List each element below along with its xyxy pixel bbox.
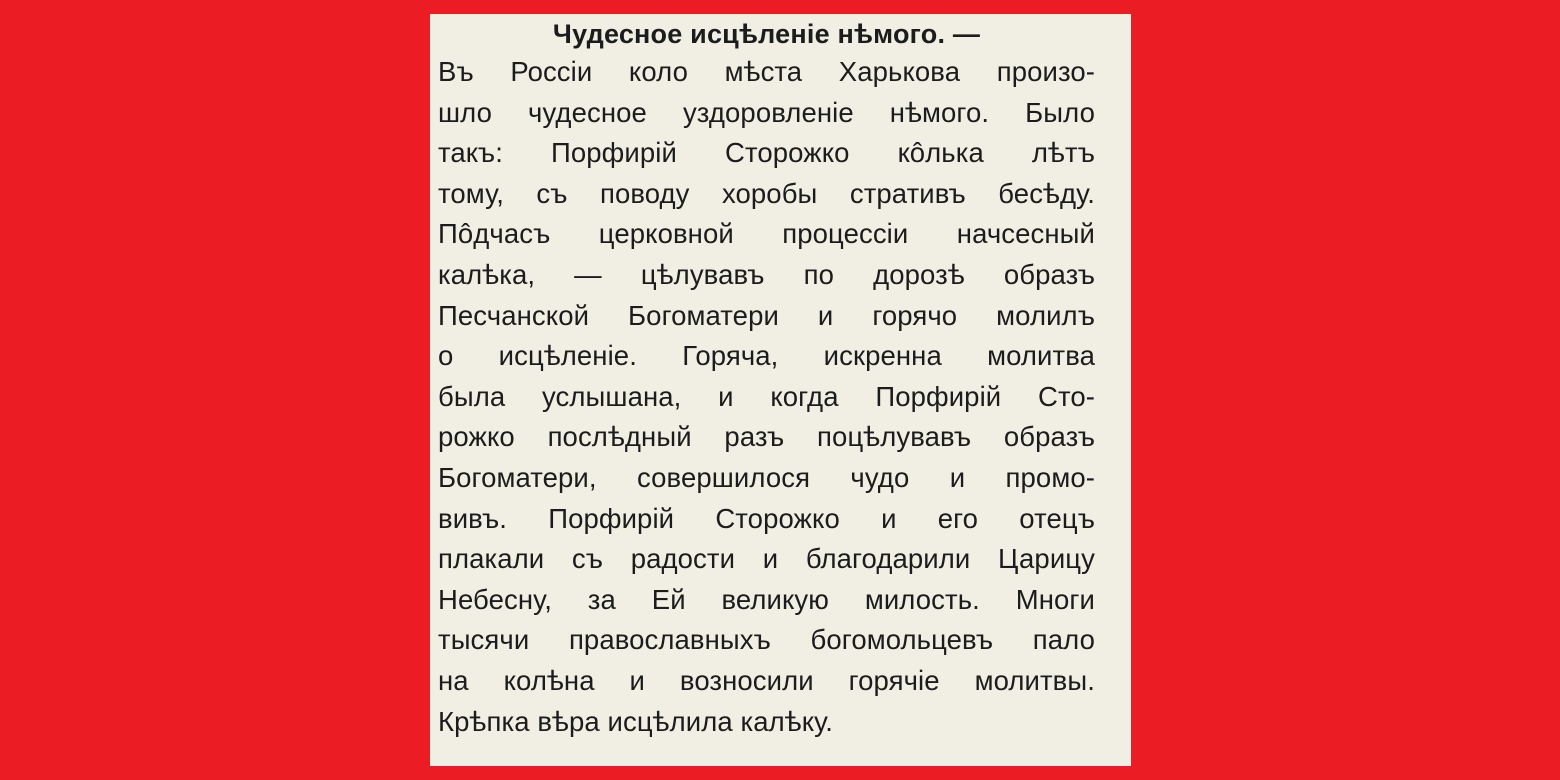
- article-line: такъ: Порфирій Сторожко кôлька лѣтъ: [438, 137, 1095, 169]
- article-line: рожко послѣдный разъ поцѣлувавъ образъ: [438, 421, 1095, 453]
- article-title: Чудесное исцѣленіе нѣмого. —: [552, 19, 981, 49]
- article-line: Крѣпка вѣра исцѣлила калѣку.: [438, 705, 834, 737]
- article-line: Въ Россіи коло мѣста Харькова произо-: [438, 56, 1095, 87]
- article-body: [438, 52, 1095, 742]
- article-line: вивъ. Порфирій Сторожко и его отецъ: [438, 502, 1095, 534]
- article-line: Песчанской Богоматери и горячо молилъ: [438, 299, 1095, 331]
- article-line: Богоматери, совершилося чудо и промо-: [438, 461, 1095, 493]
- newspaper-clipping: [430, 14, 1131, 766]
- article-line: плакали съ радости и благодарили Царицу: [438, 543, 1095, 575]
- article-line: тому, съ поводу хоробы стративъ бесѣду.: [438, 177, 1095, 209]
- article-line: калѣка, — цѣлувавъ по дорозѣ образъ: [438, 258, 1095, 290]
- article-line: Пôдчасъ церковной процессіи начсесный: [438, 218, 1095, 250]
- article-line: на колѣна и возносили горячіе молитвы.: [438, 664, 1095, 696]
- article-line: о исцѣленіе. Горяча, искренна молитва: [438, 340, 1095, 372]
- article-line: тысячи православныхъ богомольцевъ пало: [438, 624, 1095, 656]
- article-line: была услышана, и когда Порфирій Сто-: [438, 380, 1095, 412]
- article-line: Небесну, за Ей великую милость. Многи: [438, 583, 1095, 615]
- article-line: шло чудесное уздоровленіе нѣмого. Было: [438, 96, 1095, 128]
